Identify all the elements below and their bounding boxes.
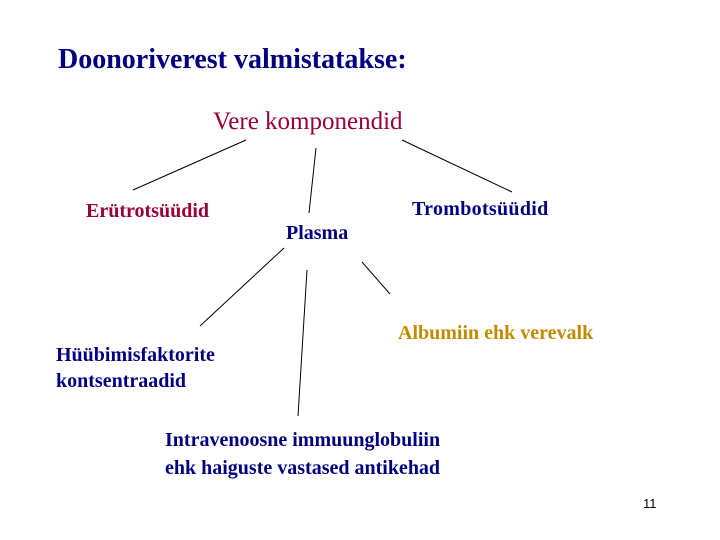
node-immunoglobulin xyxy=(165,426,545,482)
node-plasma: Plasma xyxy=(286,222,349,244)
node-blood-components: Vere komponendid xyxy=(213,108,403,135)
line-root-to-thrombocytes xyxy=(402,140,512,192)
slide-title: Doonoriverest valmistatakse: xyxy=(58,44,407,75)
node-immunoglobulin-line-1: Intravenoosne immuunglobuliin xyxy=(165,429,441,451)
line-plasma-to-immunoglobulin xyxy=(298,270,307,416)
node-thrombocytes: Trombotsüüdid xyxy=(412,198,549,220)
node-immunoglobulin-line-2: ehk haiguste vastased antikehad xyxy=(165,457,441,479)
page-number: 11 xyxy=(643,496,657,511)
line-plasma-to-albumin xyxy=(362,262,390,294)
line-root-to-plasma xyxy=(309,148,316,213)
node-albumin: Albumiin ehk verevalk xyxy=(398,322,594,344)
line-root-to-erythrocytes xyxy=(133,140,246,190)
node-clotting-line-1: Hüübimisfaktorite xyxy=(56,344,215,366)
line-plasma-to-clotting xyxy=(200,248,284,326)
node-erythrocytes: Erütrotsüüdid xyxy=(86,200,210,222)
node-clotting-line-2: kontsentraadid xyxy=(56,370,187,392)
node-clotting-factor-concentrates xyxy=(56,342,276,394)
